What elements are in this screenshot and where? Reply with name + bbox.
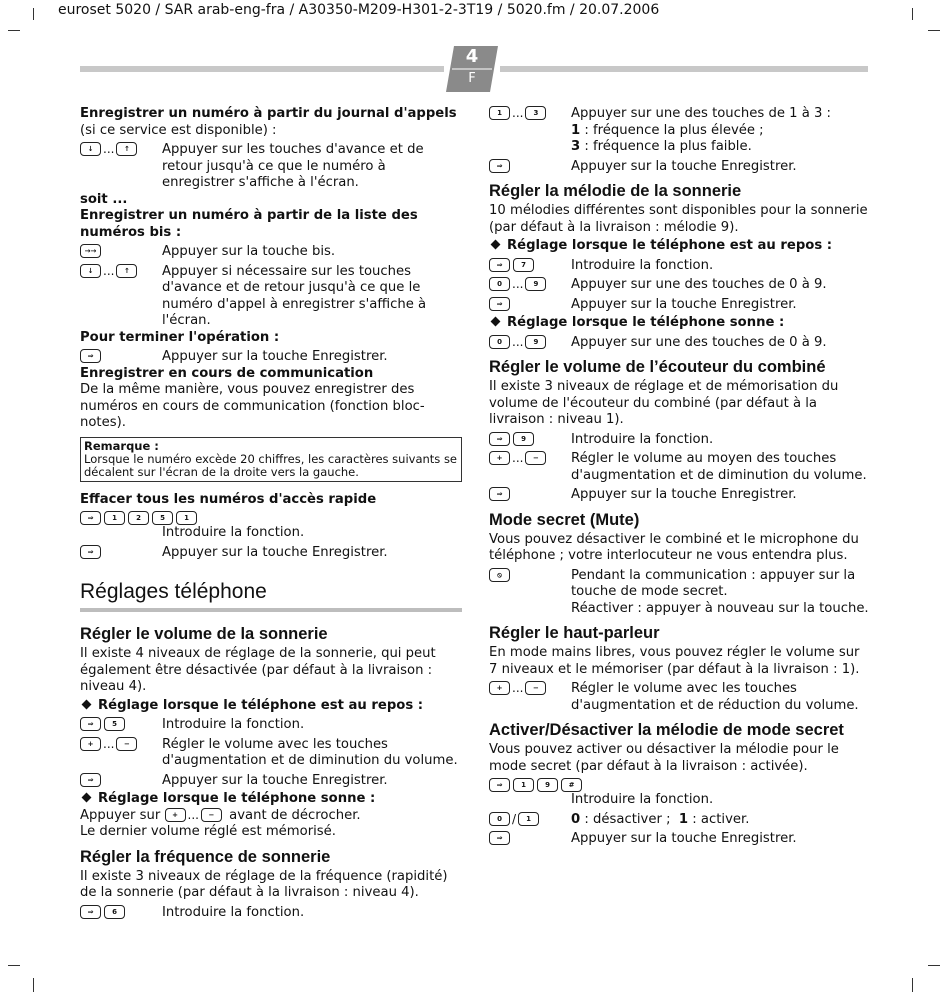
instruction-row: ↓ ... ↑ Appuyer sur les touches d'avance et de retour jusqu'à ce que le numéro à enregistrer s'affiche à l'écran.: [80, 142, 462, 192]
subsection-title: Régler le haut-parleur: [489, 624, 660, 642]
paragraph: Il existe 3 niveaux de réglage et de mémorisation du volume de l'écouteur du combiné (par défaut à la livraison : niveau 1).: [489, 379, 839, 427]
right-column: [489, 106, 869, 848]
subheading: Enregistrer en cours de communication: [80, 365, 374, 381]
save-key-icon: ⇒: [489, 432, 510, 446]
hash-key-icon: #: [561, 778, 582, 792]
instruction-row: ⦸ Pendant la communication : appuyer sur la touche de mode secret. Réactiver : appuyer à nouveau sur la touche.: [489, 568, 869, 618]
minus-key-icon: −: [525, 451, 546, 465]
instruction-row: ⇒ Appuyer sur la touche Enregistrer.: [489, 831, 869, 848]
paragraph: 10 mélodies différentes sont disponibles pour la sonnerie (par défaut à la livraison : mélodie 9).: [489, 203, 868, 235]
save-key-icon: ⇒: [489, 258, 510, 272]
crop-mark: [928, 30, 940, 31]
minus-key-icon: −: [201, 808, 222, 822]
instruction-row: 0 ... 9 Appuyer sur une des touches de 0 à 9.: [489, 335, 869, 352]
crop-mark: [8, 30, 20, 31]
instruction-row: ⇒ 5 Introduire la fonction.: [80, 717, 462, 734]
down-key-icon: ↓: [80, 264, 101, 278]
save-key-icon: ⇒: [489, 831, 510, 845]
instruction-row: Introduire la fonction.: [162, 525, 305, 540]
document-header: euroset 5020 / SAR arab-eng-fra / A30350-M209-H301-2-3T19 / 5020.fm / 20.07.2006: [58, 2, 660, 18]
mute-key-icon: ⦸: [489, 568, 510, 582]
instruction-row: ↓ ... ↑ Appuyer si nécessaire sur les touches d'avance et de retour jusqu'à ce que le numéro d'appel à enregistrer s'affiche à l'écran.: [80, 264, 462, 330]
subsection-title: Activer/Désactiver la mélodie de mode secret: [489, 721, 844, 739]
key-9-icon: 9: [513, 432, 534, 446]
key-1-icon: 1: [176, 511, 197, 525]
note-box: Remarque : Lorsque le numéro excède 20 chiffres, les caractères suivants se décalent sur l'écran de la droite vers la gauche.: [80, 437, 462, 482]
instruction-row: ⇒ Appuyer sur la touche Enregistrer.: [489, 159, 869, 176]
paragraph: Il existe 3 niveaux de réglage de la fréquence (rapidité) de la sonnerie (par défaut à la livraison : niveau 4).: [80, 868, 448, 900]
key-0-icon: 0: [489, 277, 510, 291]
plus-key-icon: +: [165, 808, 186, 822]
minus-key-icon: −: [525, 681, 546, 695]
subsection-title: Régler le volume de l’écouteur du combiné: [489, 358, 826, 376]
key-7-icon: 7: [513, 258, 534, 272]
instruction-row: ⇒ Appuyer sur la touche Enregistrer.: [489, 487, 869, 504]
bullet-item: Réglage lorsque le téléphone sonne :: [489, 315, 869, 332]
subheading: Effacer tous les numéros d'accès rapide: [80, 491, 377, 507]
instruction-row: 1 ... 3 Appuyer sur une des touches de 1 à 3 : 1 : fréquence la plus élevée ; 3 : fréquence la plus faible.: [489, 106, 869, 156]
instruction-row: →→ Appuyer sur la touche bis.: [80, 244, 462, 261]
paragraph: Enregistrer un numéro à partir du journal d'appels (si ce service est disponible) :: [80, 106, 457, 138]
section-rule: [80, 608, 462, 612]
paragraph: soit ...: [80, 191, 128, 207]
save-key-icon: ⇒: [80, 349, 101, 363]
key-9-icon: 9: [525, 277, 546, 291]
key-9-icon: 9: [537, 778, 558, 792]
paragraph: Vous pouvez activer ou désactiver la mélodie pour le mode secret (par défaut à la livraison : activée).: [489, 742, 839, 774]
key-5-icon: 5: [104, 717, 125, 731]
save-key-icon: ⇒: [80, 773, 101, 787]
plus-key-icon: +: [489, 451, 510, 465]
crop-mark: [8, 965, 20, 966]
subsection-title: Régler la fréquence de sonnerie: [80, 847, 331, 866]
bullet-item: Réglage lorsque le téléphone sonne :: [80, 791, 462, 808]
instruction-row: ⇒ Appuyer sur la touche Enregistrer.: [80, 773, 462, 790]
instruction-row: ⇒ 9 Introduire la fonction.: [489, 432, 869, 449]
down-key-icon: ↓: [80, 142, 101, 156]
bullet-item: Réglage lorsque le téléphone est au repos :: [489, 238, 869, 255]
instruction-row: + ... − Régler le volume avec les touches d'augmentation et de diminution du volume.: [80, 737, 462, 770]
page-number: 4: [465, 46, 479, 67]
key-9-icon: 9: [525, 335, 546, 349]
minus-key-icon: −: [116, 737, 137, 751]
subheading: Pour terminer l'opération :: [80, 329, 280, 345]
save-key-icon: ⇒: [489, 487, 510, 501]
header-bar-left: [80, 66, 444, 72]
bullet-item: Réglage lorsque le téléphone est au repos :: [80, 698, 462, 715]
crop-mark: [33, 978, 34, 992]
key-0-icon: 0: [489, 335, 510, 349]
plus-key-icon: +: [80, 737, 101, 751]
left-column: [80, 106, 462, 921]
section-title: Réglages téléphone: [80, 580, 267, 603]
save-key-icon: ⇒: [80, 717, 101, 731]
crop-mark: [912, 8, 913, 20]
key-2-icon: 2: [128, 511, 149, 525]
instruction-row: + ... − Régler le volume au moyen des touches d'augmentation et de diminution du volume.: [489, 451, 869, 484]
key-3-icon: 3: [525, 106, 546, 120]
save-key-icon: ⇒: [80, 511, 101, 525]
instruction-row: ⇒ Appuyer sur la touche Enregistrer.: [80, 349, 462, 366]
instruction-row: ⇒ 7 Introduire la fonction.: [489, 258, 869, 275]
subheading: Enregistrer un numéro à partir de la liste des numéros bis :: [80, 208, 418, 240]
instruction-row: 0 ... 9 Appuyer sur une des touches de 0 à 9.: [489, 277, 869, 294]
instruction-row: 0 / 1 0 : désactiver ; 1 : activer.: [489, 812, 869, 829]
crop-mark: [912, 978, 913, 992]
key-6-icon: 6: [104, 905, 125, 919]
instruction-row: Introduire la fonction.: [571, 792, 714, 807]
key-1-icon: 1: [518, 812, 539, 826]
instruction-row: ⇒ Appuyer sur la touche Enregistrer.: [489, 297, 869, 314]
key-5-icon: 5: [152, 511, 173, 525]
key-1-icon: 1: [513, 778, 534, 792]
plus-key-icon: +: [489, 681, 510, 695]
paragraph: Vous pouvez désactiver le combiné et le microphone du téléphone ; votre interlocuteur ne vous entendra plus.: [489, 531, 859, 563]
subsection-title: Mode secret (Mute): [489, 510, 640, 529]
up-key-icon: ↑: [116, 264, 137, 278]
page-number-tab: [446, 46, 498, 92]
key-1-icon: 1: [489, 106, 510, 120]
save-key-icon: ⇒: [489, 297, 510, 311]
save-key-icon: ⇒: [489, 159, 510, 173]
paragraph: De la même manière, vous pouvez enregistrer des numéros en cours de communication (fonction bloc-notes).: [80, 382, 425, 430]
instruction-row: [489, 778, 869, 792]
paragraph: Appuyer sur + ... − avant de décrocher.: [80, 807, 361, 823]
crop-mark: [33, 8, 34, 20]
key-1-icon: 1: [104, 511, 125, 525]
paragraph: En mode mains libres, vous pouvez régler le volume sur 7 niveaux et le mémoriser (par défaut à la livraison : 1).: [489, 645, 860, 677]
paragraph: Le dernier volume réglé est mémorisé.: [80, 824, 336, 839]
key-0-icon: 0: [489, 812, 510, 826]
instruction-row: ⇒ Appuyer sur la touche Enregistrer.: [80, 545, 462, 562]
up-key-icon: ↑: [116, 142, 137, 156]
redial-key-icon: →→: [80, 244, 101, 258]
header-bar-right: [500, 66, 868, 72]
save-key-icon: ⇒: [80, 545, 101, 559]
page-language: F: [468, 71, 476, 86]
save-key-icon: ⇒: [80, 905, 101, 919]
instruction-row: [80, 511, 462, 525]
instruction-row: + ... − Régler le volume avec les touches d'augmentation et de réduction du volume.: [489, 681, 869, 714]
subsection-title: Régler la mélodie de la sonnerie: [489, 182, 742, 200]
save-key-icon: ⇒: [489, 778, 510, 792]
subsection-title: Régler le volume de la sonnerie: [80, 625, 328, 643]
paragraph: Il existe 4 niveaux de réglage de la sonnerie, qui peut également être désactivée (par défaut à la livraison : niveau 4).: [80, 646, 436, 694]
instruction-row: ⇒ 6 Introduire la fonction.: [80, 905, 462, 922]
crop-mark: [928, 965, 940, 966]
